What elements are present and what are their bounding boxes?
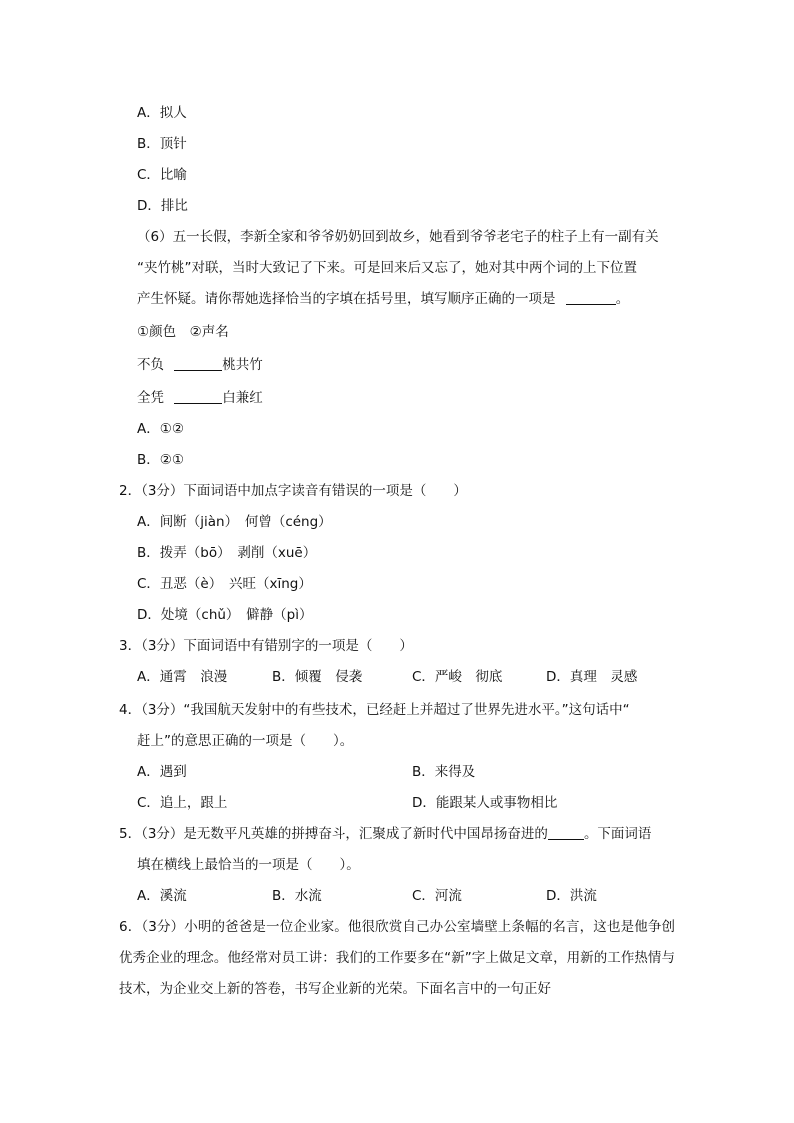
couplet-2-prefix: 全凭 <box>137 390 164 406</box>
q1-sub6-stem-line2: “夹竹桃”对联，当时大致记了下来。可是回来后又忘了，她对其中两个词的上下位置 <box>137 260 637 276</box>
couplet-blank-1 <box>174 356 222 371</box>
q4-option-c: C．追上，跟上 <box>137 795 228 811</box>
q3-option-a: A．通霄 浪漫 <box>137 669 228 685</box>
q4-stem-line2: 赶上”的意思正确的一项是（ ）。 <box>137 733 354 749</box>
q1-sub6-stem-line3 <box>137 290 629 308</box>
couplet-blank-2 <box>174 389 222 404</box>
q6-stem: 6．（3分）小明的爸爸是一位企业家。他很欣赏自己办公室墙壁上条幅的名言，这也是他争创优秀企业的理念。他经常对员工讲：我们的工作要多在“新”字上做足文章，用新的工作热情与技术，为企业交上新的答卷，书写企业新的光荣。下面名言中的一句正好 <box>119 919 675 997</box>
q1-option-c: C．比喻 <box>137 167 187 183</box>
q1-option-a: A．拟人 <box>137 105 187 121</box>
q4-option-b: B．来得及 <box>412 764 476 780</box>
q2-option-d: D．处境（chǔ） 僻静（pì） <box>137 607 313 623</box>
q3-stem: 3．（3分）下面词语中有错别字的一项是（ ） <box>119 638 413 654</box>
q5-stem-text-end: 。下面词语 <box>583 826 652 842</box>
q1-sub6-choices: ①颜色 ②声名 <box>137 324 229 340</box>
q1-sub6-stem-text: 产生怀疑。请你帮她选择恰当的字填在括号里，填写顺序正确的一项是 <box>137 291 556 307</box>
answer-blank <box>566 290 616 305</box>
q2-option-a: A．间断（jiàn） 何曾（céng） <box>137 514 332 530</box>
q2-stem: 2．（3分）下面词语中加点字读音有错误的一项是（ ） <box>119 483 467 499</box>
couplet-line-2 <box>137 389 263 407</box>
q2-option-b: B．拨弄（bō） 剥削（xuē） <box>137 545 317 561</box>
q5-option-a: A．溪流 <box>137 888 187 904</box>
q1-sub6-option-a: A．①② <box>137 421 184 437</box>
q1-sub6-stem-end: 。 <box>615 291 630 307</box>
q5-stem-line2: 填在横线上最恰当的一项是（ ）。 <box>137 857 360 873</box>
q1-sub6-stem-line1: （6）五一长假，李新全家和爷爷奶奶回到故乡，她看到爷爷老宅子的柱子上有一副有关 <box>137 229 659 245</box>
q4-option-d: D．能跟某人或事物相比 <box>412 795 558 811</box>
q5-stem-text: 5．（3分）是无数平凡英雄的拼搏奋斗，汇聚成了新时代中国昂扬奋进的 <box>119 826 548 842</box>
q3-option-d: D．真理 灵感 <box>546 669 638 685</box>
q3-option-c: C．严峻 彻底 <box>412 669 503 685</box>
q3-option-b: B．倾覆 侵袭 <box>272 669 363 685</box>
q5-option-b: B．水流 <box>272 888 322 904</box>
q4-option-a: A．遇到 <box>137 764 187 780</box>
q4-stem-line1: 4．（3分）“我国航天发射中的有些技术，已经赶上并超过了世界先进水平。”这句话中“ <box>119 702 630 718</box>
q5-stem-line1 <box>119 825 651 843</box>
q5-option-d: D．洪流 <box>546 888 597 904</box>
q5-answer-blank <box>548 825 584 840</box>
couplet-2-suffix: 白兼红 <box>222 390 263 406</box>
couplet-line-1 <box>137 356 263 374</box>
q1-option-b: B．顶针 <box>137 136 187 152</box>
q5-option-c: C．河流 <box>412 888 462 904</box>
q2-option-c: C．丑恶（è） 兴旺（xīng） <box>137 576 312 592</box>
couplet-1-prefix: 不负 <box>137 357 164 373</box>
couplet-1-suffix: 桃共竹 <box>222 357 263 373</box>
q1-option-d: D．排比 <box>137 198 188 214</box>
q1-sub6-option-b: B．②① <box>137 452 184 468</box>
